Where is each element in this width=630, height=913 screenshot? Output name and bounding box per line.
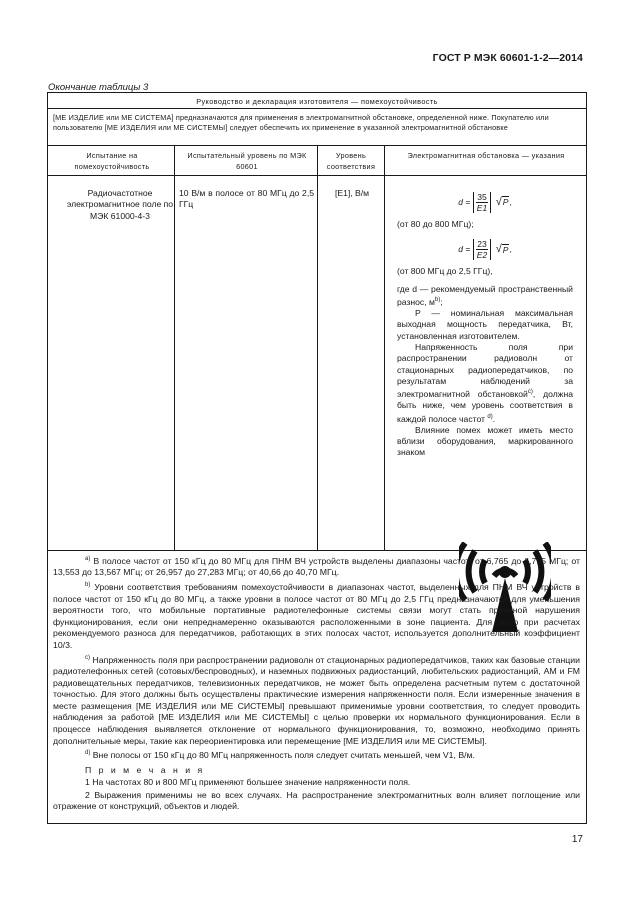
column-header-compliance: Уровень соответствия [326,151,376,171]
notes-title: П р и м е ч а н и я [85,764,205,775]
column-header-level: Испытательный уровень по МЭК 60601 [187,151,307,171]
table-intro: [МЕ ИЗДЕЛИЕ или МЕ СИСТЕМА] предназначаются для применения в электромагнитной обстановке, определенной ниже. Покупателю или пользователю [МЕ ИЗДЕЛИЯ или МЕ СИСТЕМЫ] следует обеспечить их применение в указанной электромагнитной обстановке [53,113,549,132]
interference-text: Влияние помех может иметь место вблизи оборудования, маркированного знаком [397,424,573,458]
footnote-d: $^{d)}$ Вне полосы от 150 кГц до 80 МГц напряженность поля следует считать меньшей, чем V1, В/м. [85,750,475,761]
range-1: (от 80 до 800 МГц); [397,219,474,229]
where-d: где d — рекомендуемый пространственный разнос, $м^{b)}$; [397,283,573,307]
test-level-cell: 10 В/м в полосе от 80 МГц до 2,5 ГГц [179,188,314,210]
note-2: 2 Выражения применимы не во всех случаях. На распространение электромагнитных волн влияет поглощение или отражение от конструкций, объектов и людей. [53,789,580,812]
page-number: 17 [571,834,583,845]
column-header-guidance: Электромагнитная обстановка — указания [407,151,565,160]
table-continuation-label: Окончание таблицы 3 [48,82,149,93]
guidance-cell [397,188,573,459]
table-footnotes [53,554,580,814]
note-1: 1 На частотах 80 и 800 МГц применяют большее значение напряженности поля. [85,777,411,788]
document-code: ГОСТ Р МЭК 60601-1-2—2014 [432,52,583,64]
table-caption: Руководство и декларация изготовителя — помехоустойчивость [196,97,438,106]
formula-2: d = $\frac{23}{E2}$ √ P , [458,239,512,261]
range-2: (от 800 МГц до 2,5 ГГц), [397,266,493,277]
test-name-cell: Радиочастотное электромагнитное поле по МЭК 61000-4-3 [66,188,174,221]
compliance-level-cell: [E1], В/м [335,188,370,198]
footnote-b: $^{b)}$ Уровни соответствия требованиям помехоустойчивости в диапазонах частот, выделенных для ПНМ ВЧ устройств в полосе частот от 150 кГц до 80 МГц, а также уровни в полосе частот от 80 МГц до 2,5 ГГц предназначаются для уменьшения вероятности того, что мобильные портативные радиотелефонные системы связи могут стать причиной нарушения функционирования, если они непреднамеренно оказываются расположенными в зоне пациента. Для этого при расчетах рекомендуемого разноса для передатчиков, работающих в этих полосах частот, используется дополнительный коэффициент 10/3. [53,581,580,650]
formula-1: d = $\frac{35}{E1}$ √ P , [458,192,512,213]
footnote-a: $^{a)}$ В полосе частот от 150 кГц до 80 МГц для ПНМ ВЧ устройств выделены диапазоны частот: от 6,765 до 6,795 МГц; от 13,553 до 13,567 МГц; от 26,957 до 27,283 МГц; от 40,66 до 40,70 МГц. [53,555,580,578]
where-p: P — номинальная максимальная выходная мощность передатчика, Вт, установленная изготовителем. [397,308,573,341]
footnote-c: $^{c)}$ Напряженность поля при распространении радиоволн от стационарных радиопередатчиков, таких как базовые станции радиотелефонных сетей (сотовых/беспроводных), и наземных подвижных радиостанций, любительских радиостанций, АМ и FM радиовещательных передатчиков, телевизионных передатчиков, не может быть определена расчетным путем с достаточной точностью. Для этого должны быть осуществлены практические измерения напряженности поля. Если измеренные значения в месте размещения [МЕ ИЗДЕЛИЯ или МЕ СИСТЕМЫ] превышают применимые уровни соответствия, то следует проводить наблюдения за работой [МЕ ИЗДЕЛИЯ или МЕ СИСТЕМЫ] с целью проверки их нормального функционирования. Если в процессе наблюдения выявляется отклонение от нормального функционирования, то, возможно, необходимо принять дополнительные меры, такие как переориентировка или перемещение [МЕ ИЗДЕЛИЯ или МЕ СИСТЕМЫ]. [53,654,580,746]
immunity-table [47,92,587,824]
column-header-test: Испытание на помехоустойчивость [74,151,150,171]
field-strength-text: Напряженность поля при распространении радиоволн от стационарных радиопередатчиков, по результатам наблюдений за электромагнитной обстановкой$^{c)}$, должна быть ниже, чем уровень соответствия в каждой полосе частот $^{d)}$. [397,341,573,424]
